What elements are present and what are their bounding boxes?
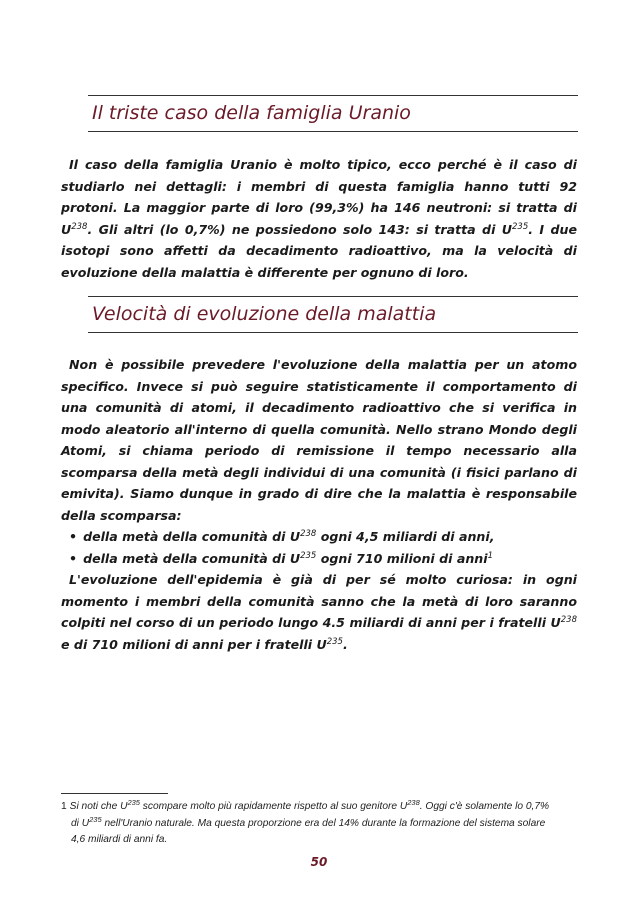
superscript: 235 (326, 636, 343, 647)
section1-bottom-rule (88, 131, 578, 132)
text: . (342, 636, 348, 652)
text: . Gli altri (lo 0,7%) ne possiedono solo 143: si tratta di U (87, 221, 512, 237)
text: Si noti che U (69, 801, 128, 812)
superscript: 235 (127, 798, 140, 807)
text: Il caso della famiglia Uranio è molto tipico, ecco perché è il caso di studiarlo nei dettagli: i membri di questa famiglia hanno tutti 92 protoni. La maggior parte di loro (99,3%) ha 146 neutroni: si tratta di U (61, 157, 577, 237)
list-item (61, 526, 577, 548)
text: della metà della comunità di U (83, 529, 301, 544)
text: scompare molto più rapidamente rispetto al suo genitore U (139, 801, 408, 812)
superscript: 238 (300, 529, 317, 539)
text: nell'Uranio naturale. Ma questa proporzione era del 14% durante la formazione del sistema solare (101, 817, 546, 829)
footnote-line (61, 816, 581, 833)
superscript: 238 (560, 615, 577, 625)
footnote (61, 799, 581, 849)
text: e di 710 milioni di anni per i fratelli U (61, 636, 327, 652)
bullet-icon: • (69, 550, 78, 566)
page-number: 50 (310, 855, 328, 869)
footnote-line (61, 832, 581, 849)
superscript: 235 (300, 550, 317, 561)
text: L'evoluzione dell'epidemia è già di per sé molto curiosa: in ogni momento i membri della comunità sanno che la metà di loro saranno colpiti nel corso di un periodo lungo 4.5 miliardi di anni per i fratelli U (61, 572, 577, 630)
section1-top-rule (88, 95, 578, 96)
list-item (61, 548, 577, 570)
section2-title: Velocità di evoluzione della malattia (92, 303, 437, 325)
text: . Oggi c'è solamente lo 0,7% (419, 801, 550, 812)
section2-body (61, 354, 577, 655)
text: della metà della comunità di U (83, 550, 301, 566)
superscript: 235 (512, 221, 529, 232)
text: . I due isotopi sono affetti da decadimento radioattivo, ma la velocità di evoluzione della malattia è differente per ognuno di loro. (61, 221, 577, 280)
superscript: 238 (71, 221, 88, 232)
text: 4,6 miliardi di anni fa. (71, 834, 168, 845)
bullet-icon: • (69, 529, 78, 544)
text: ogni 4,5 miliardi di anni, (316, 529, 495, 544)
section2-paragraph-2 (61, 569, 577, 655)
section2-bottom-rule (88, 332, 578, 333)
footnote-rule (61, 793, 168, 794)
superscript: 238 (407, 798, 420, 807)
text: ogni 710 milioni di anni (316, 550, 488, 566)
section2-paragraph-1: Non è possibile prevedere l'evoluzione della malattia per un atomo specifico. Invece si può seguire statisticamente il comportamento di una comunità di atomi, il decadimento radioattivo che si verifica in modo aleatorio all'interno di quella comunità. Nello strano Mondo degli Atomi, si chiama periodo di remissione il tempo necessario alla scomparsa della metà degli individui di una comunità (i fisici parlano di emivita). Siamo dunque in grado di dire che la malattia è responsabile della scomparsa: (61, 357, 577, 523)
text: di U (71, 817, 90, 829)
superscript: 235 (89, 814, 102, 824)
footnote-number: 1 (61, 801, 67, 812)
section1-title: Il triste caso della famiglia Uranio (92, 102, 411, 124)
section2-top-rule (88, 296, 578, 297)
section1-paragraph (61, 154, 577, 283)
footnote-line (61, 799, 581, 816)
footnote-ref[interactable]: 1 (487, 550, 494, 561)
